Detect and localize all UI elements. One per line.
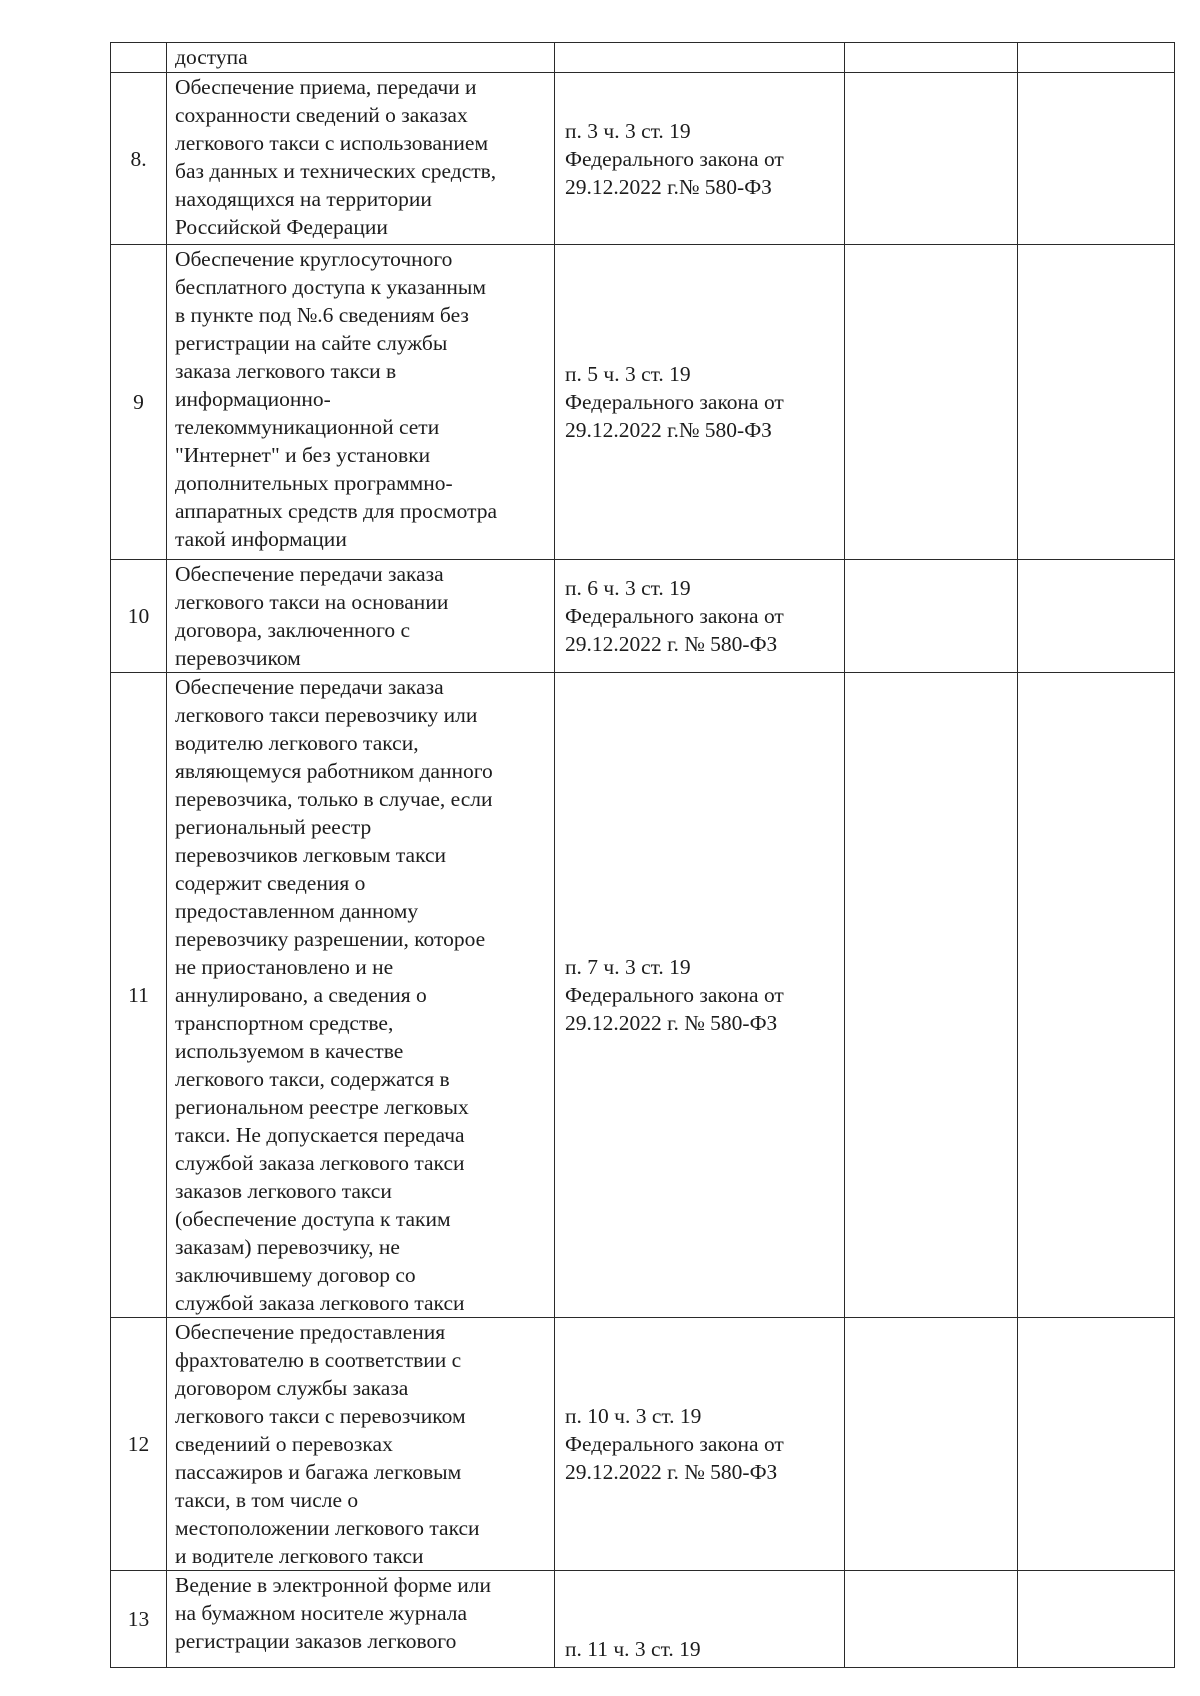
legal-reference: п. 6 ч. 3 ст. 19 Федерального закона от 29.12.2022 г. № 580-ФЗ [555, 560, 845, 673]
requirement-text: Обеспечение передачи заказа легкового такси перевозчику или водителю легкового такси, являющемуся работником данного перевозчика, только в случае, если региональный реестр перевозчиков легковым такси содержит сведения о предоставленном данному перевозчику разрешении, которое не приостановлено и не аннулировано, а сведения о транспортном средстве, используемом в качестве легкового такси, содержатся в региональном реестре легковых такси. Не допускается передача службой заказа легкового такси заказов легкового такси (обеспечение доступа к таким заказам) перевозчику, не заключившему договор со службой заказа легкового такси [167, 673, 555, 1318]
empty-cell [1018, 1571, 1175, 1668]
empty-cell [1018, 245, 1175, 560]
legal-reference: п. 10 ч. 3 ст. 19 Федерального закона от 29.12.2022 г. № 580-ФЗ [555, 1318, 845, 1571]
empty-cell [1018, 1318, 1175, 1571]
table-row [111, 1318, 1175, 1571]
row-number: 8. [111, 73, 167, 245]
table-body [111, 43, 1175, 1668]
legal-reference: п. 7 ч. 3 ст. 19 Федерального закона от 29.12.2022 г. № 580-ФЗ [555, 673, 845, 1318]
empty-cell [845, 673, 1018, 1318]
table-row [111, 673, 1175, 1318]
requirement-text: Ведение в электронной форме или на бумажном носителе журнала регистрации заказов легкового [167, 1571, 555, 1668]
requirement-text: Обеспечение круглосуточного бесплатного доступа к указанным в пункте под №.6 сведениям без регистрации на сайте службы заказа легкового такси в информационно- телекоммуникационной сети "Интернет" и без установки дополнительных программно- аппаратных средств для просмотра такой информации [167, 245, 555, 560]
document-page [110, 42, 1175, 1668]
empty-cell [845, 43, 1018, 73]
requirements-table [110, 42, 1175, 1668]
table-row [111, 560, 1175, 673]
empty-cell [1018, 560, 1175, 673]
requirement-text: доступа [167, 43, 555, 73]
empty-cell [845, 1318, 1018, 1571]
legal-reference [555, 43, 845, 73]
row-number: 12 [111, 1318, 167, 1571]
empty-cell [845, 560, 1018, 673]
legal-reference: п. 11 ч. 3 ст. 19 [555, 1571, 845, 1668]
empty-cell [1018, 73, 1175, 245]
requirement-text: Обеспечение приема, передачи и сохранности сведений о заказах легкового такси с использованием баз данных и технических средств, находящихся на территории Российской Федерации [167, 73, 555, 245]
row-number: 13 [111, 1571, 167, 1668]
table-row [111, 245, 1175, 560]
requirement-text: Обеспечение предоставления фрахтователю в соответствии с договором службы заказа легкового такси с перевозчиком сведениий о перевозках пассажиров и багажа легковым такси, в том числе о местоположении легкового такси и водителе легкового такси [167, 1318, 555, 1571]
table-row [111, 43, 1175, 73]
empty-cell [845, 73, 1018, 245]
table-row [111, 1571, 1175, 1668]
empty-cell [845, 245, 1018, 560]
legal-reference: п. 3 ч. 3 ст. 19 Федерального закона от 29.12.2022 г.№ 580-ФЗ [555, 73, 845, 245]
empty-cell [845, 1571, 1018, 1668]
requirement-text: Обеспечение передачи заказа легкового такси на основании договора, заключенного с перевозчиком [167, 560, 555, 673]
row-number: 10 [111, 560, 167, 673]
empty-cell [1018, 673, 1175, 1318]
row-number: 11 [111, 673, 167, 1318]
legal-reference: п. 5 ч. 3 ст. 19 Федерального закона от 29.12.2022 г.№ 580-ФЗ [555, 245, 845, 560]
empty-cell [1018, 43, 1175, 73]
row-number [111, 43, 167, 73]
row-number: 9 [111, 245, 167, 560]
table-row [111, 73, 1175, 245]
